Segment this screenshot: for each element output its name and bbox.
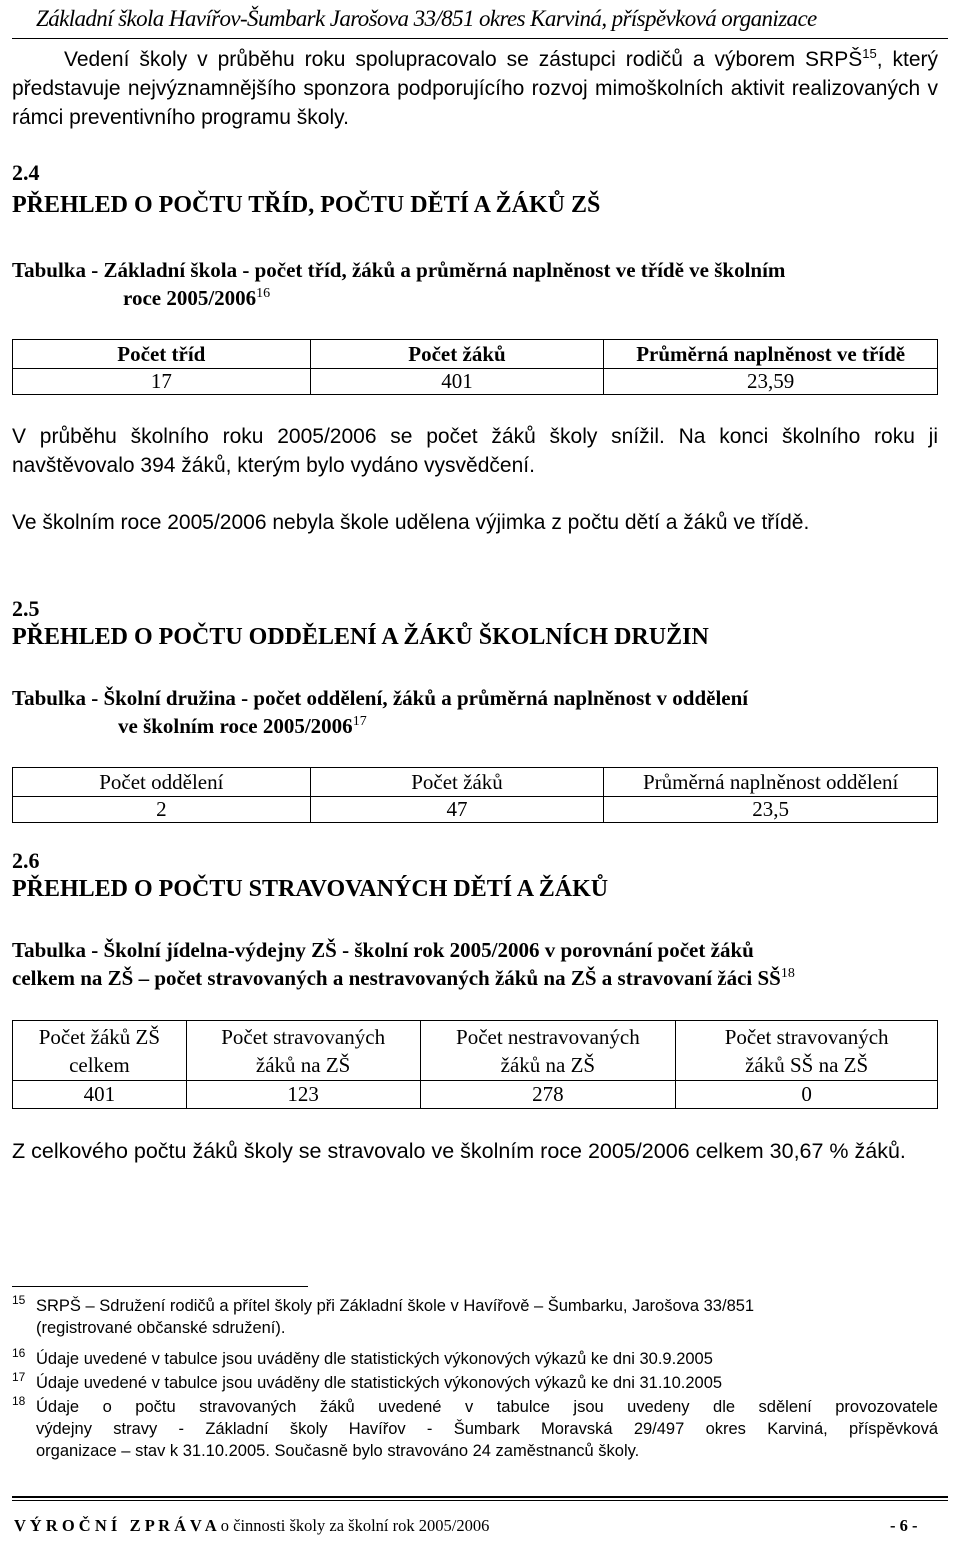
header-line: žáků SŠ na ZŠ <box>745 1052 869 1077</box>
header-cell: Počet tříd <box>13 340 311 369</box>
page-number: - 6 - <box>890 1516 918 1535</box>
footer-divider-thin <box>12 1500 948 1501</box>
table-cell: 47 <box>310 797 604 823</box>
footnote-ref-18: 18 <box>780 966 795 981</box>
header-line: Počet nestravovaných <box>456 1024 640 1049</box>
table-cell: 123 <box>186 1081 420 1109</box>
header-cell <box>186 1021 420 1081</box>
footer-report-label <box>14 1516 489 1536</box>
header-line: Počet stravovaných <box>221 1024 386 1049</box>
caption-line-2 <box>12 284 952 312</box>
header-cell: Počet oddělení <box>13 768 311 797</box>
footnote-18 <box>12 1396 938 1462</box>
pupil-count-paragraph: V průběhu školního roku 2005/2006 se počet žáků školy snížil. Na konci školního roku ji navštěvovalo 394 žáků, kterým bylo vydáno vysvědčení. <box>12 425 938 477</box>
page-header-title: Základní škola Havířov-Šumbark Jarošova 33/851 okres Karviná, příspěvková organizace <box>36 6 817 31</box>
table-caption-2-6 <box>12 936 952 992</box>
caption-line-1: Tabulka - Školní jídelna-výdejny ZŠ - školní rok 2005/2006 v porovnání počet žáků <box>12 938 754 962</box>
table-header-row <box>13 340 938 369</box>
table-cell: 401 <box>13 1081 187 1109</box>
header-cell <box>676 1021 938 1081</box>
intro-text-before: Vedení školy v průběhu roku spolupracovalo se zástupci rodičů a výborem SRPŠ <box>64 48 863 71</box>
caption-line-2 <box>12 712 952 740</box>
intro-paragraph <box>12 45 938 132</box>
footer-divider-thick <box>12 1496 948 1498</box>
table-cell: 23,59 <box>604 369 938 395</box>
footnote-number: 18 <box>12 1394 26 1408</box>
footnote-line: Údaje uvedené v tabulce jsou uváděny dle statistických výkonových výkazů ke dni 30.9.2005 <box>36 1350 713 1368</box>
footnote-ref-15: 15 <box>862 46 877 61</box>
table-cell: 0 <box>676 1081 938 1109</box>
caption-year: roce 2005/2006 <box>123 286 257 310</box>
caption-text: celkem na ZŠ – počet stravovaných a nestravovaných žáků na ZŠ a stravovaní žáci SŠ <box>12 966 781 990</box>
header-cell <box>13 1021 187 1081</box>
footnote-number: 17 <box>12 1370 26 1384</box>
section-title-2-5: PŘEHLED O POČTU ODDĚLENÍ A ŽÁKŮ ŠKOLNÍCH DRUŽIN <box>12 624 709 650</box>
header-line: celkem <box>69 1052 130 1077</box>
exception-paragraph: Ve školním roce 2005/2006 nebyla škole udělena výjimka z počtu dětí a žáků ve třídě. <box>12 511 810 534</box>
header-cell: Počet žáků <box>310 340 604 369</box>
caption-line-2 <box>12 964 952 992</box>
footnote-line: Údaje o počtu stravovaných žáků uvedené v tabulce jsou uvedeny dle sdělení provozovatele <box>36 1398 938 1416</box>
table-classes-pupils <box>12 339 938 395</box>
caption-year: ve školním roce 2005/2006 <box>118 714 353 738</box>
header-divider <box>12 38 948 39</box>
footnote-15 <box>12 1295 938 1339</box>
header-cell: Průměrná naplněnost ve třídě <box>604 340 938 369</box>
footnote-number: 16 <box>12 1346 26 1360</box>
section-number-2-4: 2.4 <box>12 160 40 185</box>
footnote-divider <box>12 1286 308 1287</box>
section-number-2-5: 2.5 <box>12 596 40 621</box>
section-title-2-4: PŘEHLED O POČTU TŘÍD, POČTU DĚTÍ A ŽÁKŮ ZŠ <box>12 192 601 218</box>
footnote-line: (registrované občanské sdružení). <box>36 1319 286 1337</box>
footnote-line: organizace – stav k 31.10.2005. Současně bylo stravováno 24 zaměstnanců školy. <box>36 1442 640 1460</box>
canteen-summary-paragraph: Z celkového počtu žáků školy se stravovalo ve školním roce 2005/2006 celkem 30,67 % žáků. <box>12 1139 906 1163</box>
table-caption-2-4 <box>12 256 952 312</box>
footnote-line: Údaje uvedené v tabulce jsou uváděny dle statistických výkonových výkazů ke dni 31.10.2005 <box>36 1374 723 1392</box>
intro-text-after: , který představuje nejvýznamnějšího sponzora podporujícího rozvoj mimoškolních aktivit realizovaných v rámci preventivního programu školy. <box>12 48 938 129</box>
section-title-2-6: PŘEHLED O POČTU STRAVOVANÝCH DĚTÍ A ŽÁKŮ <box>12 876 609 902</box>
caption-line-1: Tabulka - Školní družina - počet oddělení, žáků a průměrná naplněnost v oddělení <box>12 686 749 710</box>
table-caption-2-5 <box>12 684 952 740</box>
table-cell: 401 <box>310 369 604 395</box>
footnote-line: SRPŠ – Sdružení rodičů a přítel školy při Základní škole v Havířově – Šumbarku, Jarošova 33/851 <box>36 1297 755 1315</box>
table-row <box>13 797 938 823</box>
header-cell: Průměrná naplněnost oddělení <box>604 768 938 797</box>
table-canteen <box>12 1020 938 1109</box>
table-header-row <box>13 768 938 797</box>
caption-line-1: Tabulka - Základní škola - počet tříd, žáků a průměrná naplněnost ve třídě ve školním <box>12 258 786 282</box>
header-line: žáků na ZŠ <box>500 1052 596 1077</box>
table-cell: 23,5 <box>604 797 938 823</box>
footnote-ref-16: 16 <box>256 286 271 301</box>
header-cell: Počet žáků <box>310 768 604 797</box>
header-line: Počet stravovaných <box>724 1024 889 1049</box>
table-row <box>13 1081 938 1109</box>
table-after-school-club <box>12 767 938 823</box>
section-number-2-6: 2.6 <box>12 848 40 873</box>
header-line: žáků na ZŠ <box>255 1052 351 1077</box>
footer-report-subtitle: o činnosti školy za školní rok 2005/2006 <box>220 1516 490 1535</box>
footnote-number: 15 <box>12 1293 26 1307</box>
table-cell: 17 <box>13 369 311 395</box>
footnote-17 <box>12 1372 938 1394</box>
footnote-line: výdejny stravy - Základní školy Havířov - Šumbark Moravská 29/497 okres Karviná, příspěvková <box>36 1420 938 1438</box>
table-cell: 2 <box>13 797 311 823</box>
header-cell <box>420 1021 676 1081</box>
table-cell: 278 <box>420 1081 676 1109</box>
header-line: Počet žáků ZŠ <box>38 1024 161 1049</box>
footnote-16 <box>12 1348 938 1370</box>
table-header-row <box>13 1021 938 1081</box>
footnote-ref-17: 17 <box>352 714 367 729</box>
footer-report-title: V Ý R O Č N Í Z P R Á V A <box>14 1516 217 1535</box>
table-row <box>13 369 938 395</box>
